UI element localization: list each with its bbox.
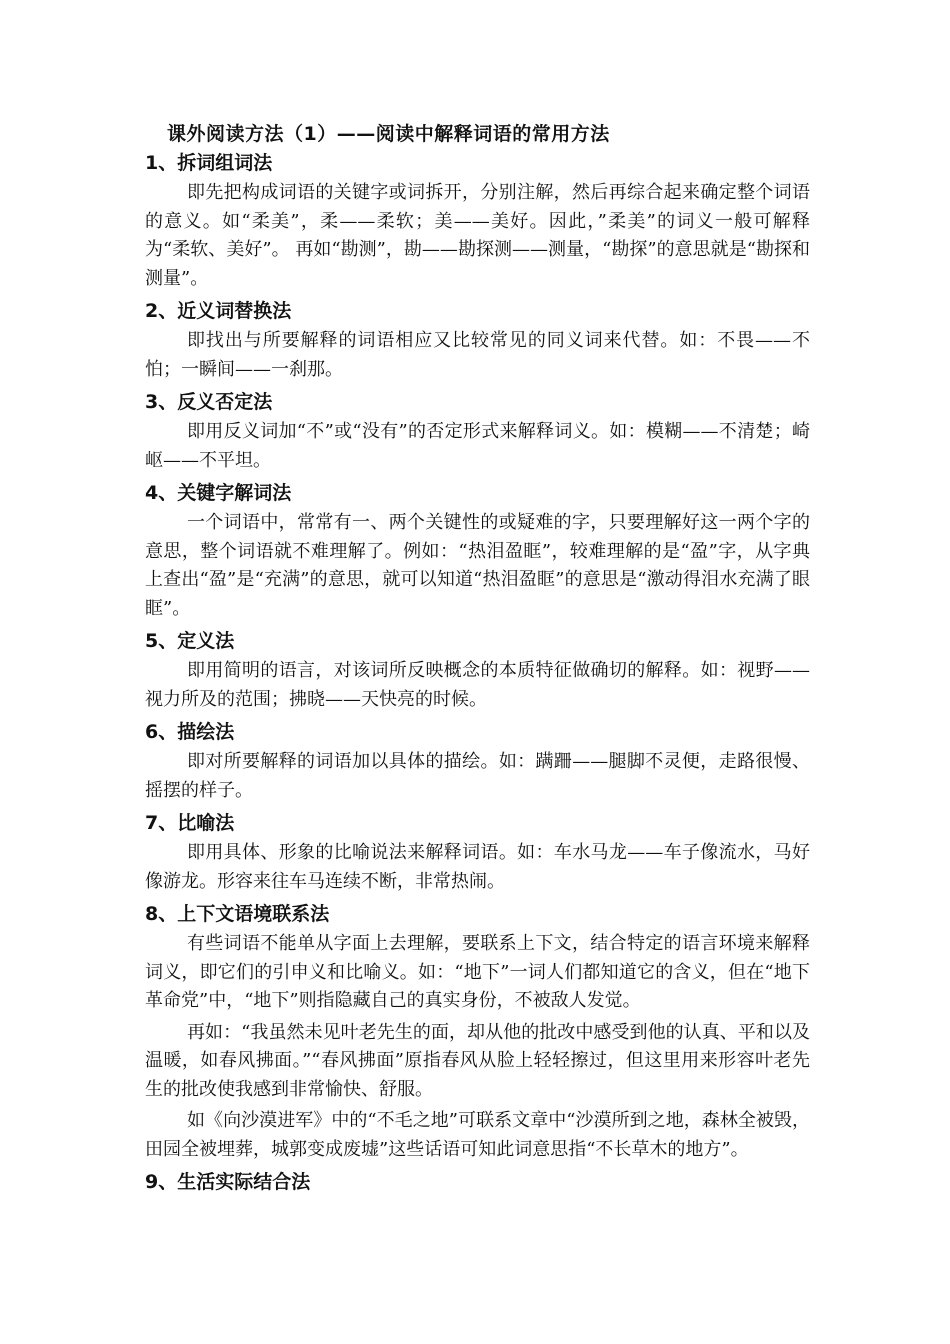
section-paragraph: 即找出与所要解释的词语相应又比较常见的同义词来代替。如：不畏——不怕；一瞬间——一刹那。 [145, 330, 810, 380]
section-1 [145, 148, 810, 293]
section-heading: 2、近义词替换法 [145, 300, 292, 322]
section-8 [145, 899, 810, 1164]
document-page [145, 120, 810, 1196]
section-9 [145, 1167, 810, 1196]
section-paragraph: 一个词语中，常常有一、两个关键性的或疑难的字，只要理解好这一两个字的意思，整个词语就不难理解了。例如：“热泪盈眶”，较难理解的是“盈”字，从字典上查出“盈”是“充满”的意思，就可以知道“热泪盈眶”的意思是“激动得泪水充满了眼眶”。 [145, 512, 810, 619]
section-heading: 3、反义否定法 [145, 391, 273, 413]
section-heading: 4、关键字解词法 [145, 482, 292, 504]
section-paragraph: 即用反义词加“不”或“没有”的否定形式来解释词义。如：模糊——不清楚；崎岖——不平坦。 [145, 421, 810, 471]
section-heading: 7、比喻法 [145, 812, 235, 834]
section-paragraph: 即对所要解释的词语加以具体的描绘。如：蹒跚——腿脚不灵便，走路很慢、摇摆的样子。 [145, 751, 810, 801]
section-heading: 9、生活实际结合法 [145, 1171, 311, 1193]
section-3 [145, 387, 810, 475]
section-paragraph: 即用简明的语言，对该词所反映概念的本质特征做确切的解释。如：视野——视力所及的范围；拂晓——天快亮的时候。 [145, 660, 810, 710]
section-paragraph: 即用具体、形象的比喻说法来解释词语。如：车水马龙——车子像流水，马好像游龙。形容来往车马连续不断，非常热闹。 [145, 842, 810, 892]
section-paragraph: 有些词语不能单从字面上去理解，要联系上下文，结合特定的语言环境来解释词义，即它们的引申义和比喻义。如：“地下”一词人们都知道它的含义，但在“地下革命党”中，“地下”则指隐藏自己的真实身份，不被敌人发觉。 [145, 933, 810, 1011]
section-6 [145, 717, 810, 805]
section-heading: 6、描绘法 [145, 721, 235, 743]
section-4 [145, 478, 810, 623]
section-paragraph: 如《向沙漠进军》中的“不毛之地”可联系文章中“沙漠所到之地，森林全被毁，田园全被埋葬，城郭变成废墟”这些话语可知此词意思指“不长草木的地方”。 [145, 1110, 810, 1160]
section-heading: 8、上下文语境联系法 [145, 903, 330, 925]
section-2 [145, 296, 810, 384]
section-5 [145, 626, 810, 714]
document-title: 课外阅读方法（1）——阅读中解释词语的常用方法 [167, 123, 610, 145]
section-7 [145, 808, 810, 896]
section-paragraph: 即先把构成词语的关键字或词拆开，分别注解，然后再综合起来确定整个词语的意义。如“柔美”，柔——柔软；美——美好。因此，”柔美”的词义一般可解释为“柔软、美好”。 再如“勘测”，勘——勘探测——测量，“勘探”的意思就是“勘探和测量”。 [145, 182, 810, 289]
section-heading: 1、拆词组词法 [145, 152, 273, 174]
section-heading: 5、定义法 [145, 630, 235, 652]
section-paragraph: 再如：“我虽然未见叶老先生的面，却从他的批改中感受到他的认真、平和以及温暖，如春风拂面。”“春风拂面”原指春风从脸上轻轻擦过，但这里用来形容叶老先生的批改使我感到非常愉快、舒服。 [145, 1021, 810, 1100]
